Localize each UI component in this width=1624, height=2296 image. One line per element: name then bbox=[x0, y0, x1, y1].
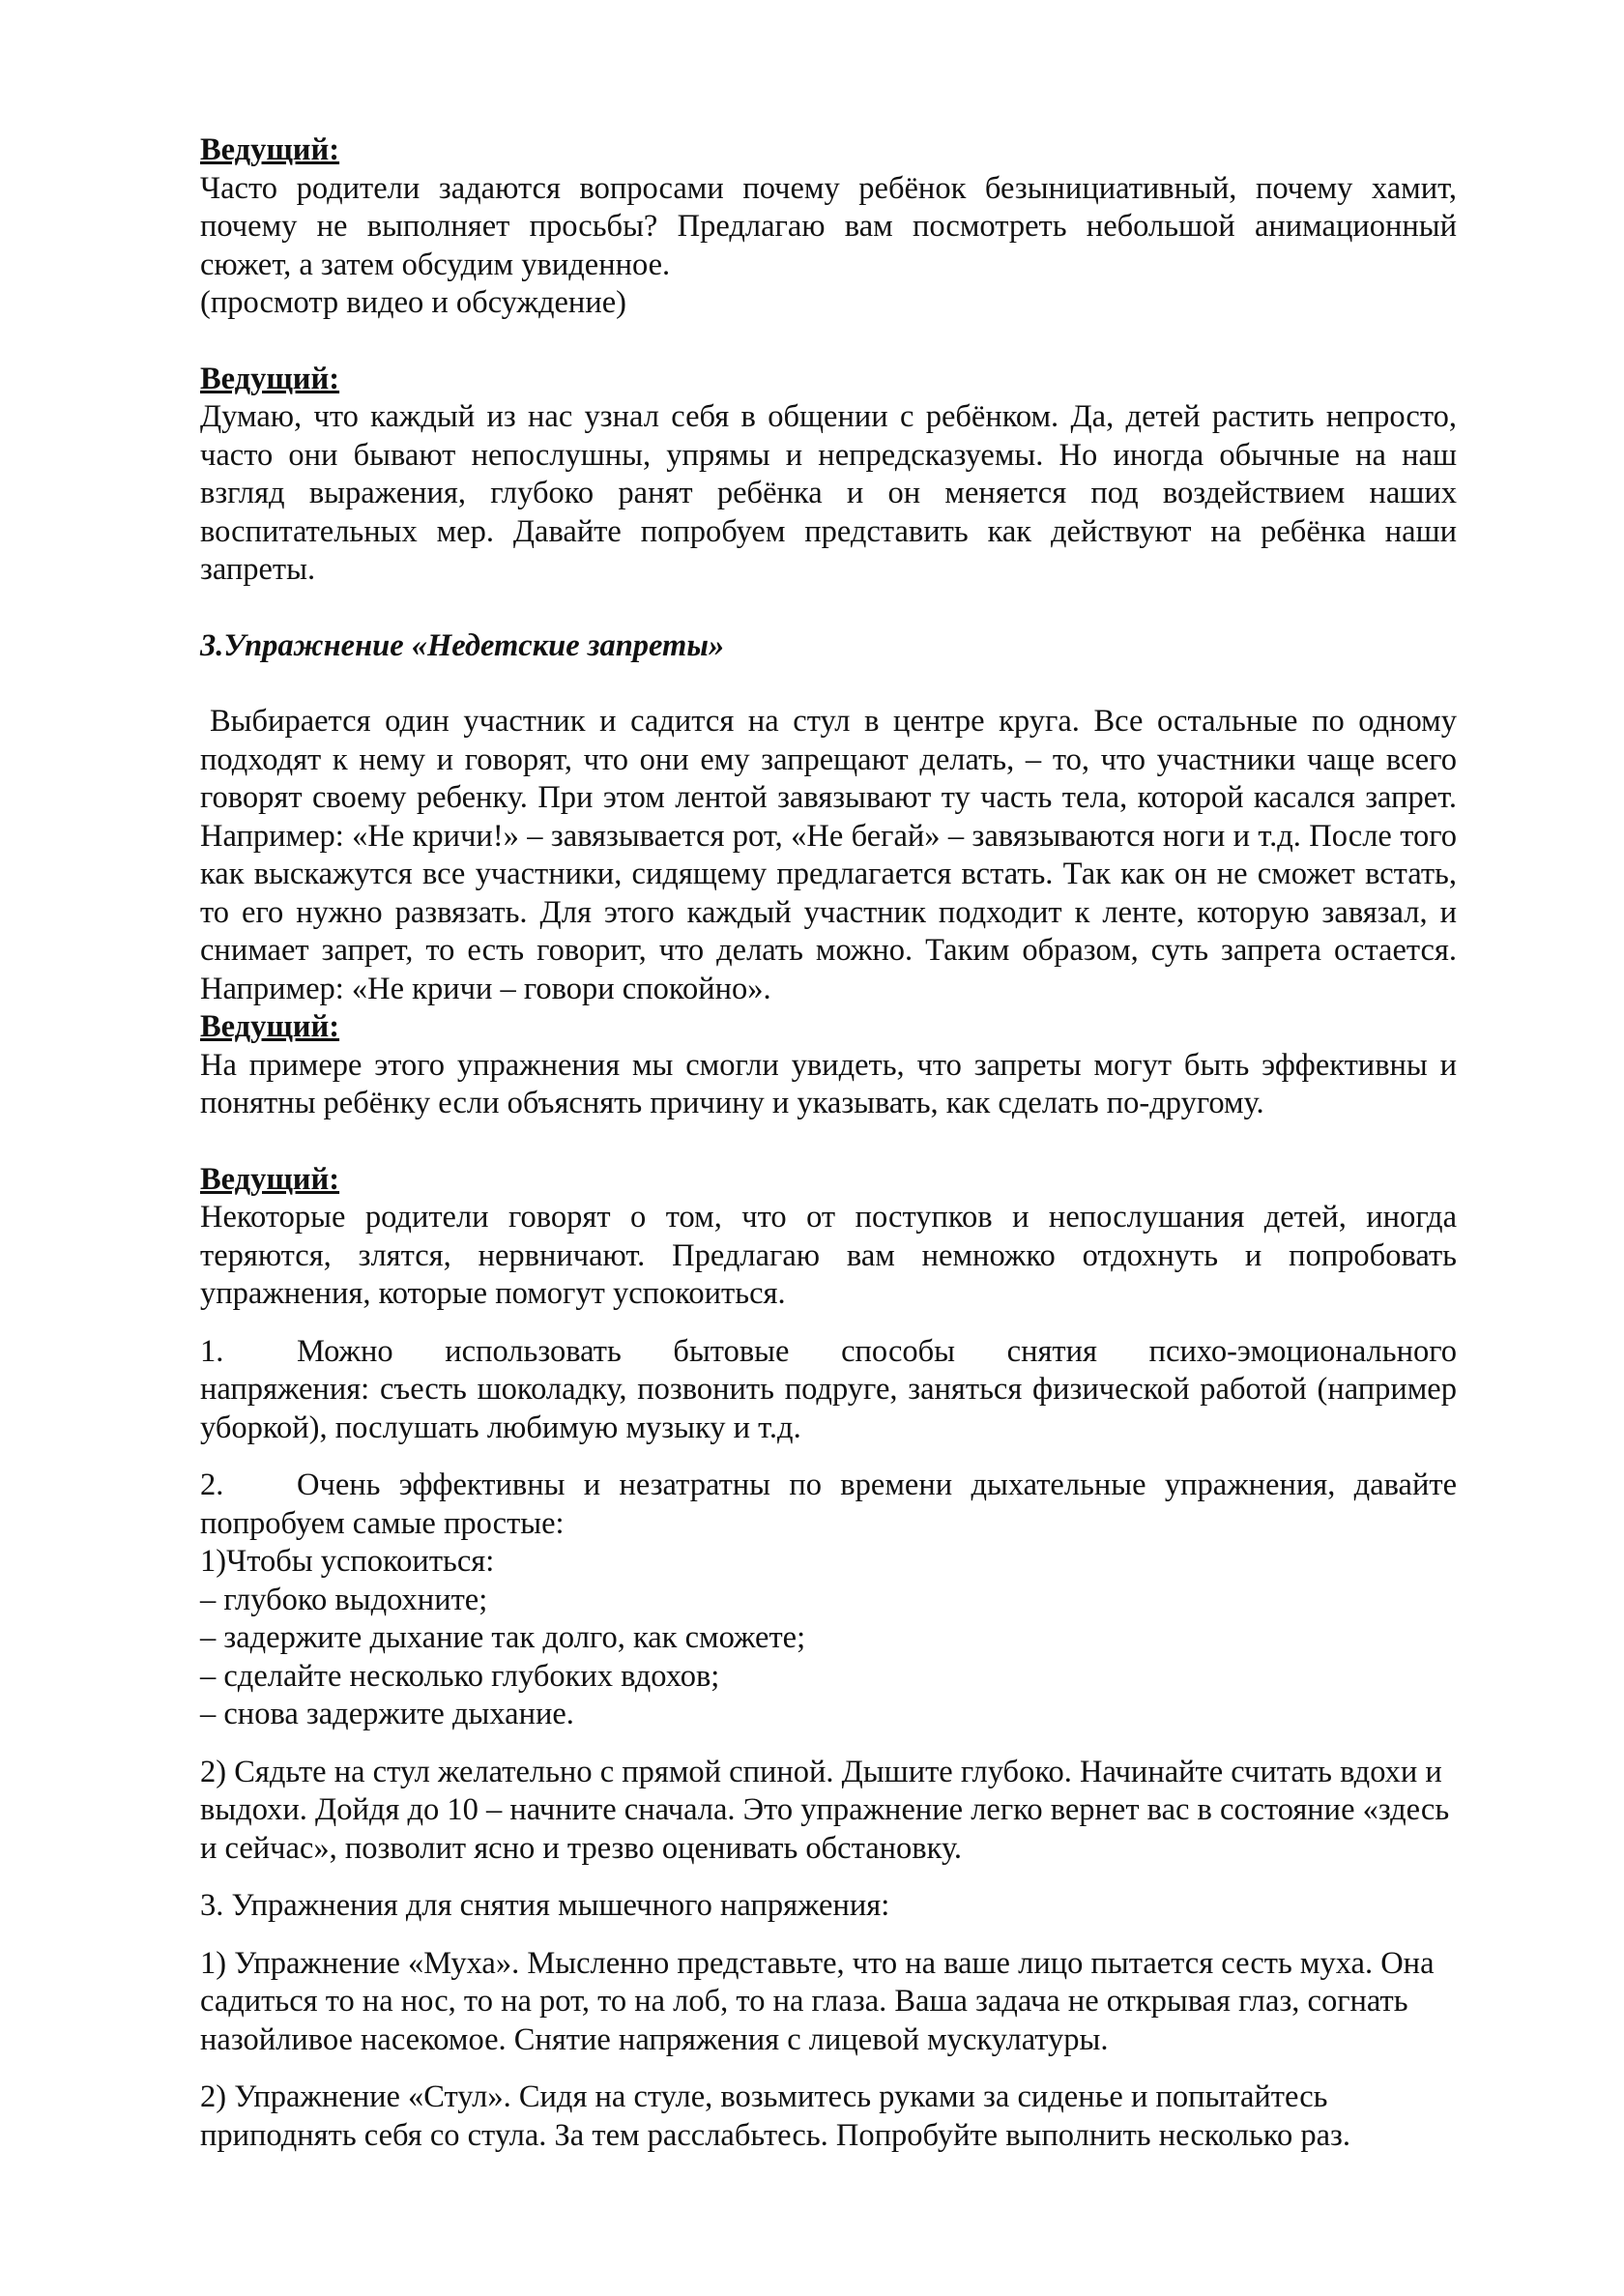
item-continuation: попробуем самые простые: bbox=[200, 1505, 565, 1541]
spacer bbox=[200, 1926, 1457, 1945]
item-text: Очень эффективны и незатратны по времени дыхательные упражнения, давайте bbox=[297, 1468, 1457, 1502]
paragraph: 1) Упражнение «Муха». Мысленно представьте, что на ваше лицо пытается сесть муха. Она садиться то на нос, то на рот, то на лоб, то на глаза. Ваша задача не открывая глаз, согнать назойливое насекомое. Снятие напряжения с лицевой мускулатуры. bbox=[200, 1945, 1435, 2057]
paragraph: Часто родители задаются вопросами почему ребёнок безынициативный, почему хамит, почему не выполняет просьбы? Предлагаю вам посмотреть небольшой анимационный сюжет, а затем обсудим увиденное. bbox=[200, 170, 1457, 282]
spacer bbox=[200, 1123, 1457, 1161]
paragraph: 2) Упражнение «Стул». Сидя на стуле, возьмитесь руками за сиденье и попытайтесь приподнять себя со стула. За тем расслабьтесь. Попробуйте выполнить несколько раз. bbox=[200, 2079, 1350, 2153]
paragraph-note: (просмотр видео и обсуждение) bbox=[200, 285, 626, 320]
spacer bbox=[200, 2059, 1457, 2078]
paragraph: Выбирается один участник и садится на стул в центре круга. Все остальные по одному подходят к нему и говорят, что они ему запрещают делать, – то, что участники чаще всего говорят своему ребенку. При этом лентой завязывают ту часть тела, которой касался запрет. Например: «Не кричи!» – завязывается рот, «Не бегай» – завязываются ноги и т.д. После того как выскажутся все участники, сидящему предлагается встать. Так как он не сможет встать, то его нужно развязать. Для этого каждый участник подходит к ленте, которую завязал, и снимает запрет, то есть говорит, что делать можно. Таким образом, суть запрета остается. Например: «Не кричи – говори спокойно». bbox=[200, 704, 1457, 1006]
spacer bbox=[200, 665, 1457, 703]
paragraph: На примере этого упражнения мы смогли увидеть, что запреты могут быть эффективны и понятны ребёнку если объяснять причину и указывать, как сделать по-другому. bbox=[200, 1047, 1457, 1120]
calm-title: 1)Чтобы успокоиться: bbox=[200, 1544, 495, 1579]
spacer bbox=[200, 1447, 1457, 1467]
spacer bbox=[200, 1734, 1457, 1754]
exercise-heading: 3.Упражнение «Недетские запреты» bbox=[200, 627, 725, 663]
speaker-label: Ведущий: bbox=[200, 1009, 340, 1044]
paragraph: Некоторые родители говорят о том, что от поступков и непослушания детей, иногда теряются, злятся, нервничают. Предлагаю вам немножко отдохнуть и попробовать упражнения, которые помогут успокоиться. bbox=[200, 1200, 1457, 1311]
speaker-label: Ведущий: bbox=[200, 1161, 340, 1197]
calm-step: – задержите дыхание так долго, как сможете; bbox=[200, 1620, 806, 1655]
item-number: 1. bbox=[200, 1333, 224, 1369]
spacer bbox=[200, 1868, 1457, 1887]
document-page bbox=[200, 131, 1457, 2155]
numbered-item bbox=[200, 1333, 1457, 1372]
numbered-item bbox=[200, 1467, 1457, 1505]
paragraph: 2) Сядьте на стул желательно с прямой спиной. Дышите глубоко. Начинайте считать вдохи и выдохи. Дойдя до 10 – начните сначала. Это упражнение легко вернет вас в состояние «здесь и сейчас», позволит ясно и трезво оценивать обстановку. bbox=[200, 1754, 1450, 1866]
calm-step: – сделайте несколько глубоких вдохов; bbox=[200, 1658, 720, 1694]
speaker-label: Ведущий: bbox=[200, 361, 340, 396]
item-text: Можно использовать бытовые способы снятия психо-эмоционального bbox=[297, 1333, 1457, 1369]
calm-step: – снова задержите дыхание. bbox=[200, 1697, 574, 1731]
muscle-title: 3. Упражнения для снятия мышечного напряжения: bbox=[200, 1888, 890, 1923]
item-continuation: напряжения: съесть шоколадку, позвонить подруге, заняться физической работой (например уборкой), послушать любимую музыку и т.д. bbox=[200, 1372, 1457, 1445]
item-number: 2. bbox=[200, 1468, 224, 1502]
spacer bbox=[200, 1314, 1457, 1333]
spacer bbox=[200, 590, 1457, 627]
spacer bbox=[200, 323, 1457, 361]
calm-step: – глубоко выдохните; bbox=[200, 1582, 488, 1617]
paragraph: Думаю, что каждый из нас узнал себя в общении с ребёнком. Да, детей растить непросто, часто они бывают непослушны, упрямы и непредсказуемы. Но иногда обычные на наш взгляд выражения, глубоко ранят ребёнка и он меняется под воздействием наших воспитательных мер. Давайте попробуем представить как действуют на ребёнка наши запреты. bbox=[200, 399, 1457, 587]
speaker-label: Ведущий: bbox=[200, 132, 340, 167]
